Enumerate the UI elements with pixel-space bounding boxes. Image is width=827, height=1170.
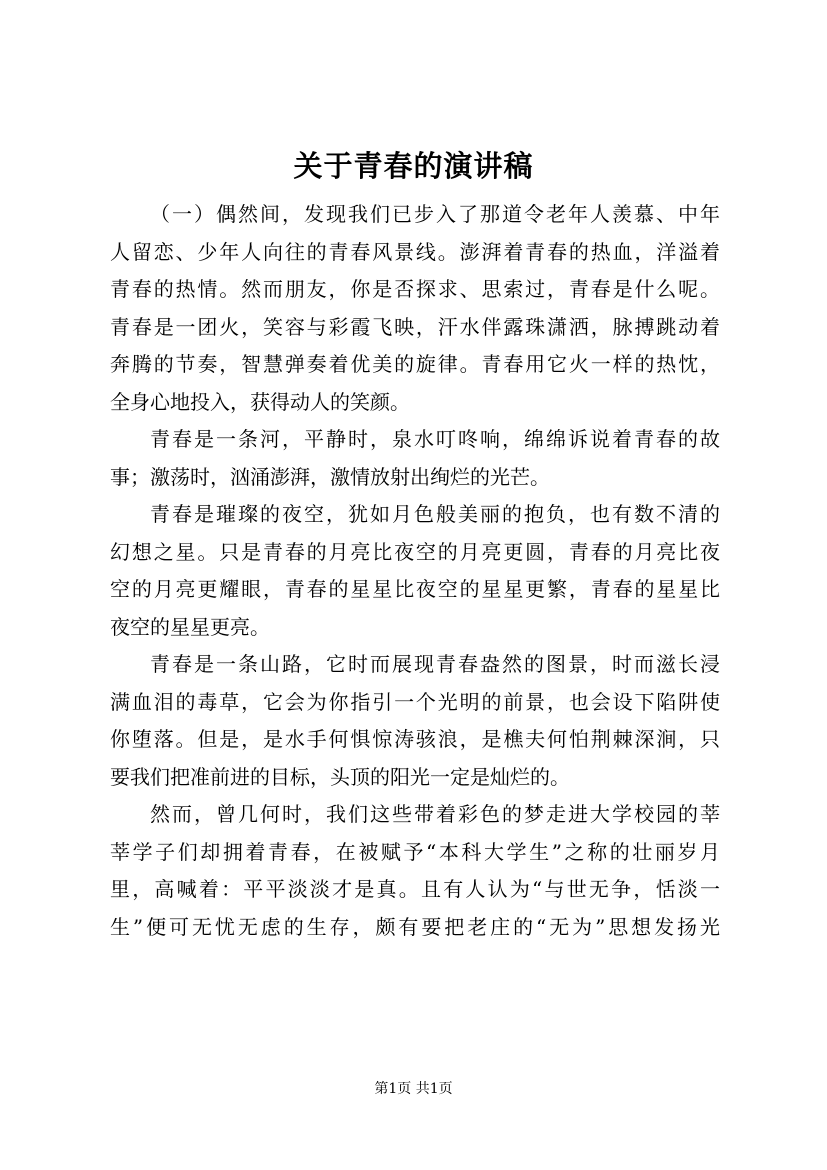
text-line: 幻想之星。只是青春的月亮比夜空的月亮更圆，青春的月亮比夜 [110,539,720,564]
text-line: 满血泪的毒草，它会为你指引一个光明的前景，也会设下陷阱使 [110,689,720,714]
text-line: 青春的热情。然而朋友，你是否探求、思索过，青春是什么呢。 [110,277,720,301]
text-line: 莘学子们却拥着青春，在被赋予“本科大学生”之称的壮丽岁月 [110,839,720,864]
text-line: 青春是一条山路，它时而展现青春盎然的图景，时而滋长浸 [150,652,720,676]
page-footer: 第1页 共1页 [374,1081,453,1097]
text-line: 人留恋、少年人向往的青春风景线。澎湃着青春的热血，洋溢着 [110,239,720,264]
text-line: 青春是一团火，笑容与彩霞飞映，汗水伴露珠潇洒，脉搏跳动着 [110,314,720,339]
paragraph-3 [110,496,720,646]
text-line: 青春是璀璨的夜空，犹如月色般美丽的抱负，也有数不清的 [150,502,720,526]
text-line: 青春是一条河，平静时，泉水叮咚响，绵绵诉说着青春的故 [150,427,720,451]
paragraph-2 [110,421,720,496]
text-line: 全身心地投入，获得动人的笑颜。 [110,389,410,414]
paragraph-5 [110,796,720,946]
text-line: 要我们把准前进的目标，头顶的阳光一定是灿烂的。 [110,764,570,789]
document-body [110,196,720,946]
text-line: （一）偶然间，发现我们已步入了那道令老年人羡慕、中年 [150,202,720,226]
text-line: 事；激荡时，汹涌澎湃，激情放射出绚烂的光芒。 [110,464,550,489]
paragraph-1 [110,196,720,421]
text-line: 你堕落。但是，是水手何惧惊涛骇浪，是樵夫何怕荆棘深涧，只 [110,727,720,751]
text-line: 空的月亮更耀眼，青春的星星比夜空的星星更繁，青春的星星比 [110,577,720,601]
paragraph-4 [110,646,720,796]
text-line: 里，高喊着：平平淡淡才是真。且有人认为“与世无争，恬淡一 [110,877,720,901]
document-title: 关于青春的演讲稿 [293,149,534,183]
text-line: 生”便可无忧无虑的生存，颇有要把老庄的“无为”思想发扬光 [110,914,720,939]
text-line: 奔腾的节奏，智慧弹奏着优美的旋律。青春用它火一样的热忱， [110,352,720,376]
text-line: 夜空的星星更亮。 [110,614,270,639]
text-line: 然而，曾几何时，我们这些带着彩色的梦走进大学校园的莘 [150,802,720,826]
